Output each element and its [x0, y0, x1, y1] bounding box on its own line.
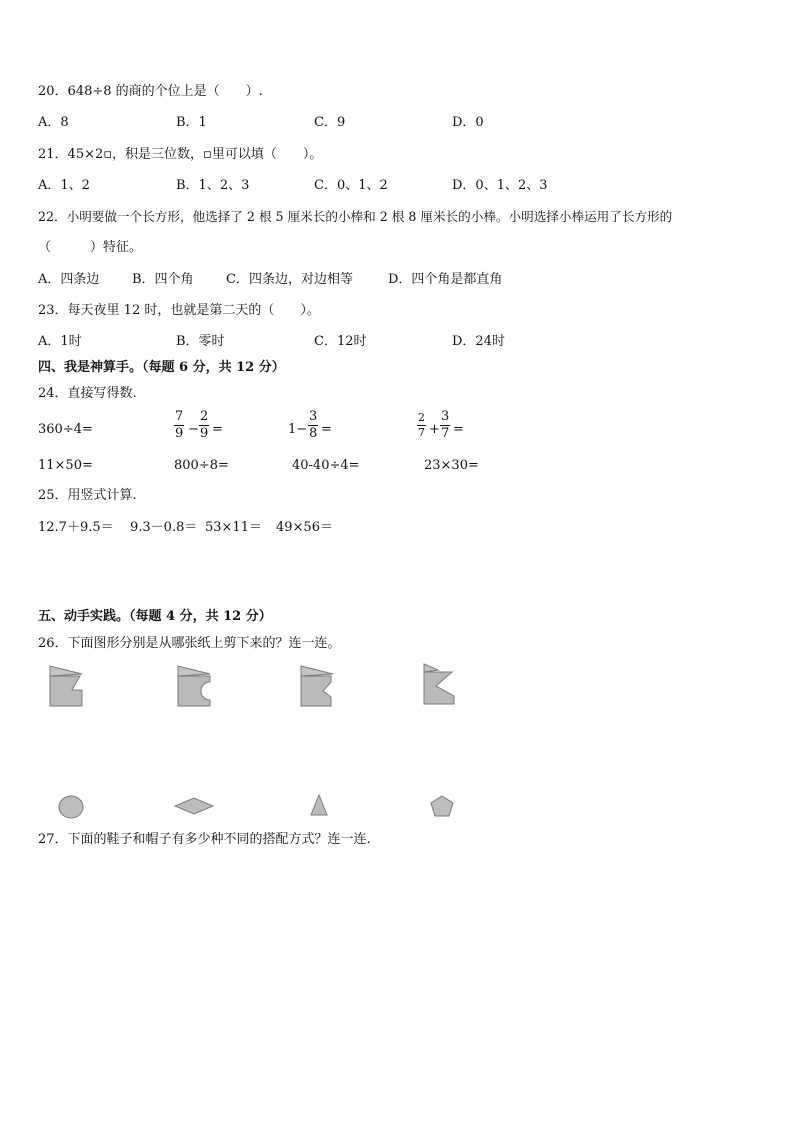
q24-item-40-40div4: 40-40÷4=: [292, 458, 360, 473]
pentagon-shape-icon: [430, 795, 454, 817]
folded-paper-semicircle-icon: [176, 664, 212, 708]
triangle-shape-icon: [310, 794, 328, 816]
q20-option-c: C．9: [314, 115, 346, 130]
section5-title: 五、动手实践。（每题 4 分，共 12 分）: [38, 609, 272, 624]
q20-text: 20．648÷8 的商的个位上是（ ）.: [38, 84, 263, 99]
q21-option-c: C．0、1、2: [314, 178, 388, 193]
numerator: 2: [418, 411, 425, 424]
prefix: 1−: [288, 422, 308, 437]
q23-option-b: B．零时: [176, 334, 225, 349]
q21-option-a: A．1、2: [38, 178, 90, 193]
q22-text-line2: （ ）特征。: [38, 240, 143, 255]
denominator: 9: [200, 426, 209, 441]
numerator: 3: [309, 409, 318, 424]
denominator: 7: [441, 426, 450, 441]
q25-text: 25．用竖式计算.: [38, 488, 137, 503]
q23-option-a: A．1时: [38, 334, 82, 349]
section4-title: 四、我是神算手。（每题 6 分，共 12 分）: [38, 360, 285, 375]
q27-text: 27．下面的鞋子和帽子有多少种不同的搭配方式？连一连.: [38, 832, 371, 847]
equals: =: [321, 422, 332, 437]
rhombus-shape-icon: [174, 797, 214, 815]
q25-item-4: 49×56＝: [276, 520, 333, 535]
q22-option-c: C．四条边，对边相等: [226, 272, 353, 287]
operator: −: [188, 422, 199, 437]
q24-item-360div4: 360÷4=: [38, 422, 93, 437]
denominator: 7: [418, 426, 425, 439]
folded-paper-notch-icon: [299, 664, 335, 708]
numerator: 7: [175, 409, 184, 424]
q23-text: 23．每天夜里 12 时，也就是第二天的（ ）。: [38, 303, 320, 318]
q22-text-line1: 22．小明要做一个长方形，他选择了 2 根 5 厘米长的小棒和 2 根 8 厘米长的小棒。小明选择小棒运用了长方形的: [38, 209, 673, 224]
operator: +: [429, 422, 440, 437]
numerator: 2: [200, 409, 209, 424]
q20-option-d: D．0: [452, 115, 484, 130]
denominator: 9: [175, 426, 184, 441]
circle-shape-icon: [57, 794, 85, 820]
q20-option-b: B．1: [176, 115, 207, 130]
q26-text: 26．下面图形分别是从哪张纸上剪下来的？连一连。: [38, 636, 341, 651]
q21-text: 21．45×2▫，积是三位数，▫里可以填（ ）。: [38, 147, 323, 162]
denominator: 8: [309, 426, 318, 441]
equals: =: [453, 422, 464, 437]
q24-item-800div8: 800÷8=: [174, 458, 229, 473]
folded-paper-zigzag-icon: [48, 664, 84, 708]
equals: =: [212, 422, 223, 437]
q22-option-d: D．四个角是都直角: [388, 272, 503, 287]
q21-option-d: D．0、1、2、3: [452, 178, 548, 193]
q24-item-23x30: 23×30=: [424, 458, 479, 473]
folded-paper-triangle-cut-icon: [422, 662, 458, 708]
q22-option-a: A．四条边: [38, 272, 100, 287]
q24-text: 24．直接写得数.: [38, 386, 137, 401]
q25-item-2: 9.3－0.8＝: [130, 520, 198, 535]
q22-option-b: B．四个角: [132, 272, 194, 287]
q25-item-3: 53×11＝: [205, 520, 262, 535]
q23-option-d: D．24时: [452, 334, 505, 349]
q20-option-a: A．8: [38, 115, 69, 130]
q23-option-c: C．12时: [314, 334, 367, 349]
numerator: 3: [441, 409, 450, 424]
q21-option-b: B．1、2、3: [176, 178, 250, 193]
q24-item-11x50: 11×50=: [38, 458, 93, 473]
q25-item-1: 12.7＋9.5＝: [38, 520, 114, 535]
